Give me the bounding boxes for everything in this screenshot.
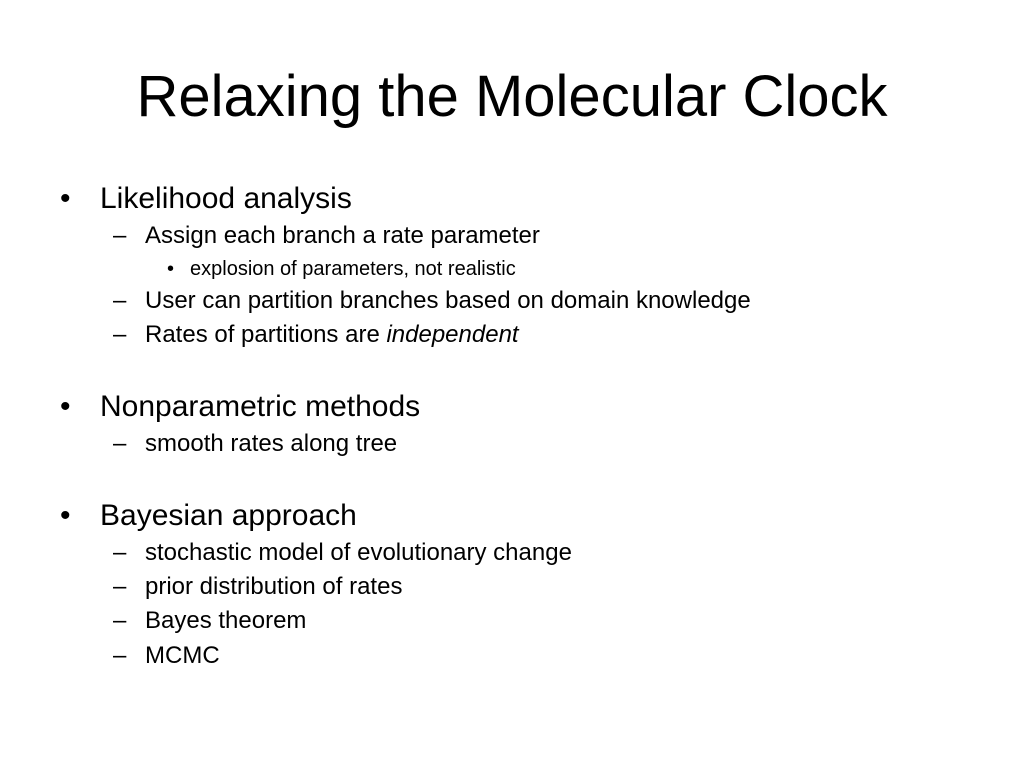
subbullet-stochastic-model: [113, 538, 572, 568]
subbullet-user-partition: [113, 286, 751, 316]
dash-marker: –: [113, 222, 127, 249]
bullet-marker: •: [167, 258, 175, 280]
subbullet-text: Bayes theorem: [145, 607, 307, 634]
bullet-marker: •: [60, 499, 71, 532]
dash-marker: –: [113, 642, 127, 669]
bullet-text: Likelihood analysis: [100, 182, 352, 215]
subbullet-text: Assign each branch a rate parameter: [145, 222, 540, 249]
subbullet-text: smooth rates along tree: [145, 430, 398, 457]
subsubbullet-explosion: [167, 256, 516, 282]
subbullet-text: prior distribution of rates: [145, 573, 403, 600]
bullet-text: Nonparametric methods: [100, 390, 421, 423]
subsubbullet-text: explosion of parameters, not realistic: [190, 258, 516, 280]
subbullet-mcmc: [113, 641, 220, 671]
subbullet-rates-independent: [113, 320, 519, 350]
bullet-bayesian-approach: [60, 498, 357, 534]
dash-marker: –: [113, 607, 127, 634]
subbullet-text: Rates of partitions are: [145, 321, 387, 348]
dash-marker: –: [113, 321, 127, 348]
dash-marker: –: [113, 287, 127, 314]
bullet-marker: •: [60, 390, 71, 423]
subbullet-smooth-rates: [113, 429, 398, 459]
bullet-text: Bayesian approach: [100, 499, 357, 532]
dash-marker: –: [113, 539, 127, 566]
slide-title: Relaxing the Molecular Clock: [136, 64, 888, 129]
dash-marker: –: [113, 430, 127, 457]
bullet-nonparametric-methods: [60, 389, 421, 425]
subbullet-text: stochastic model of evolutionary change: [145, 539, 572, 566]
subbullet-bayes-theorem: [113, 606, 307, 636]
subbullet-text: User can partition branches based on domain knowledge: [145, 287, 751, 314]
subbullet-text: MCMC: [145, 642, 220, 669]
emphasis-text: independent: [386, 321, 519, 348]
subbullet-assign-rate: [113, 221, 540, 251]
bullet-marker: •: [60, 182, 71, 215]
dash-marker: –: [113, 573, 127, 600]
bullet-likelihood-analysis: [60, 181, 352, 217]
subbullet-prior-distribution: [113, 572, 403, 602]
